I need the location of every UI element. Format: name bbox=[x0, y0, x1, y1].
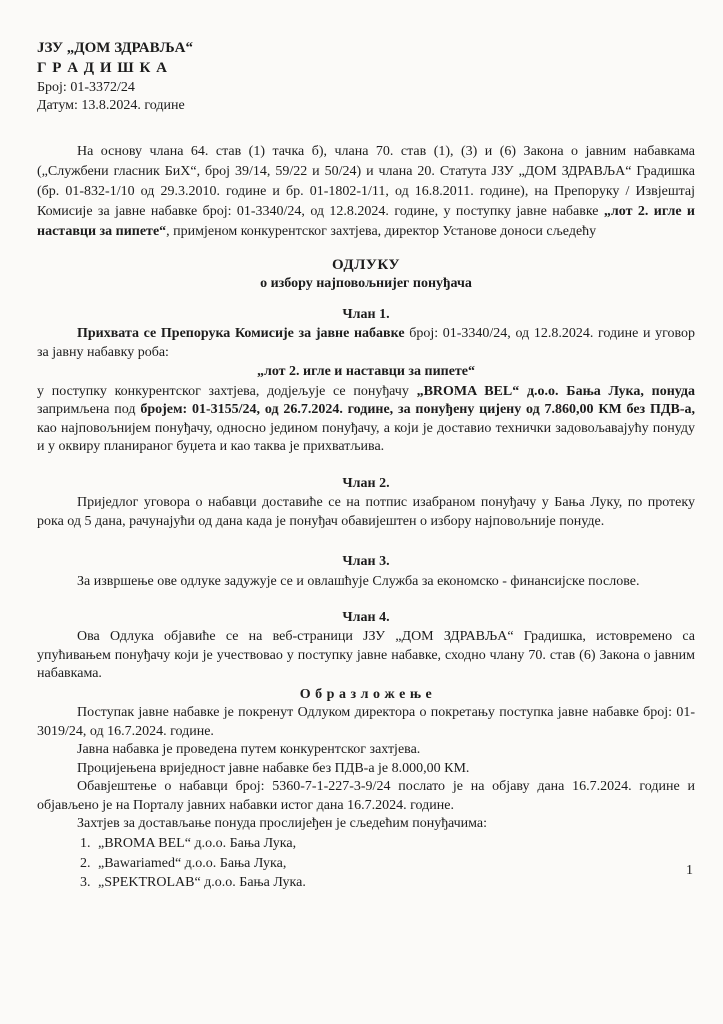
article-4-heading: Члан 4. bbox=[342, 610, 390, 626]
intro-lot-bold: „лот 2. игле и наставци за пипете“ bbox=[37, 203, 695, 239]
lot-line: „лот 2. игле и наставци за пипете“ bbox=[256, 364, 476, 380]
article-1-p2-text-2: запримљена под bbox=[37, 402, 141, 418]
bidder-item: 2. „Bawariamed“ д.о.о. Бања Лука, bbox=[94, 854, 695, 874]
article-1-p2-bold-2: бројем: 01-3155/24, од 26.7.2024. године, за понуђену цијену од 7.860,00 КМ без ПДВ-а, bbox=[140, 402, 695, 418]
decision-title-line2: о избору најповољнијег понуђача bbox=[260, 276, 472, 292]
bidder-item: 1. „BROMA BEL“ д.о.о. Бања Лука, bbox=[94, 834, 695, 854]
intro-text-1: На основу члана 64. став (1) тачка б), члана 70. став (1), (3) и (6) Закона о јавним набавкама („Службени гласник БиХ“, број 39/14, 59/22 и 50/24) и члана 20. Статута ЈЗУ „ДОМ ЗДРАВЉА“ Градишка (бр. 01-832-1/10 од 29.3.2010. године и бр. 01-1802-1/11, од 16.8.2011. године), на Препоруку / Извјештај Комисије за јавне набавке број: 01-3340/24, од 12.8.2024. године, у поступку јавне набавке bbox=[37, 144, 695, 219]
article-3-heading: Члан 3. bbox=[342, 554, 390, 570]
rationale-paragraph-4: Обавјештење о набавци број: 5360-7-1-227-3-9/24 послато је на објаву дана 16.7.2024. године и објављено је на Порталу јавних набавки истог дана 16.7.2024. године. bbox=[37, 779, 695, 813]
org-name: ЈЗУ „ДОМ ЗДРАВЉА“ bbox=[37, 40, 193, 56]
page-number: 1 bbox=[686, 863, 693, 878]
rationale-paragraph-3: Процијењена вриједност јавне набавке без ПДВ-а је 8.000,00 КМ. bbox=[77, 760, 470, 776]
doc-date: Датум: 13.8.2024. године bbox=[37, 98, 185, 114]
decision-title-line1: ОДЛУКУ bbox=[331, 256, 400, 273]
decision-title bbox=[37, 256, 695, 294]
article-4-paragraph: Ова Одлука објавиће се на веб-страници ЈЗУ „ДОМ ЗДРАВЉА“ Градишка, истовремено са упућивањем понуђачу који је учествовао у поступку јавне набавке, сходно члану 70. став (6) Закона о јавним набавкама. bbox=[37, 629, 695, 682]
article-2-heading: Члан 2. bbox=[342, 475, 390, 491]
intro-paragraph bbox=[37, 142, 695, 241]
rationale-paragraph-5: Захтјев за достављање понуда прослијеђен је сљедећим понуђачима: bbox=[77, 816, 488, 832]
bidder-item: 3. „SPEKTROLAB“ д.о.о. Бања Лука. bbox=[94, 873, 695, 893]
article-1-p2-text-1: у поступку конкурентског захтјева, додјељује се понуђачу bbox=[37, 383, 417, 399]
org-city: Г Р А Д И Ш К А bbox=[37, 60, 168, 77]
rationale-paragraph-2: Јавна набавка је проведена путем конкурентског захтјева. bbox=[77, 742, 421, 758]
rationale-paragraph-1: Поступак јавне набавке је покренут Одлуком директора о покретању поступка јавне набавке број: 01-3019/24, од 16.7.2024. године. bbox=[37, 705, 695, 739]
article-1-paragraph-1 bbox=[37, 325, 695, 362]
doc-number: Број: 01-3372/24 bbox=[37, 79, 135, 95]
article-2-paragraph: Приједлог уговора о набавци доставиће се на потпис изабраном понуђачу у Бања Луку, по протеку рока од 5 дана, рачунајући од дана када је понуђач обавијештен о избору најповољније понуде. bbox=[37, 495, 695, 529]
article-1-p2-bold-1: „BROMA BEL“ д.о.о. Бања Лука, понуда bbox=[416, 383, 695, 399]
article-1-p1-rest: број: 01-3340/24, од 12.8.2024. године и уговор за јавну набавку роба: bbox=[37, 326, 695, 360]
article-1-paragraph-2 bbox=[37, 383, 695, 457]
article-1-p2-text-3: као најповољнијем понуђачу, односно једином понуђачу, а који је доставио технички задовољавајућу понуду и у оквиру планираног буџета и као таква је прихватљива. bbox=[37, 420, 695, 455]
article-1-p1-bold: Прихвата се Препорука Комисије за јавне набавке bbox=[77, 326, 405, 342]
article-3-paragraph: За извршење ове одлуке задужује се и овлашћује Служба за економско - финансијске послове. bbox=[77, 573, 640, 589]
bidder-list bbox=[37, 834, 695, 894]
letterhead bbox=[37, 38, 695, 116]
intro-text-2: , примјеном конкурентског захтјева, директор Установе доноси сљедећу bbox=[166, 223, 597, 239]
article-1-heading: Члан 1. bbox=[342, 306, 390, 322]
rationale-heading: О б р а з л о ж е њ е bbox=[299, 686, 433, 702]
